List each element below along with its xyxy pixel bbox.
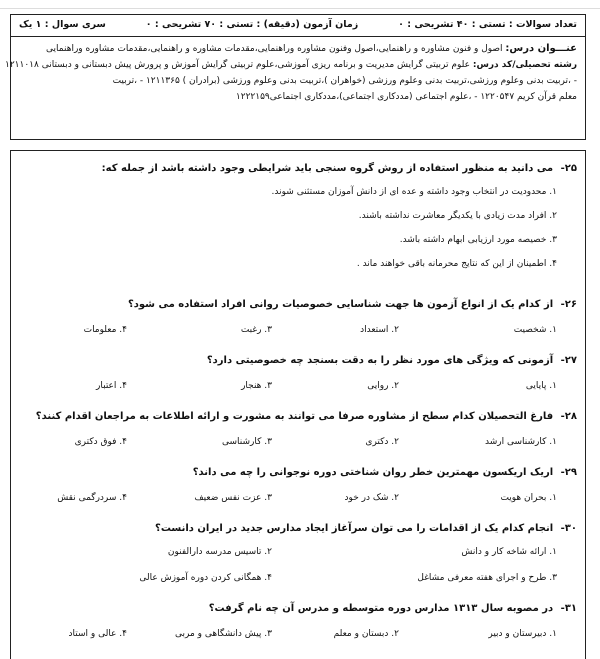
option-1: ۱. شخصیت: [513, 325, 557, 335]
option-4: ۴. اطمینان از این که نتایج محرمانه باقی خواهند ماند .: [356, 259, 557, 269]
option-4: ۴. فوق دکتری: [74, 437, 127, 447]
field-line-3: معلم قرآن کریم ۱۲۲۰۵۴۷ - ،علوم اجتماعی (مددکاری اجتماعی)،مددکاری اجتماعی۱۲۲۲۱۵۹: [235, 92, 577, 102]
option-1: ۱. محدودیت در انتخاب وجود داشته و عده ای از دانش آموزان مستثنی شوند.: [271, 187, 557, 197]
question-title: [19, 299, 577, 310]
option-1: ۱. پایایی: [525, 381, 557, 391]
option-3: ۳. خصیصه مورد ارزیابی ابهام داشته باشد.: [399, 235, 557, 245]
field-label: رشته تحصیلی/کد درس:: [472, 60, 577, 70]
option-2: ۲. افراد مدت زیادی با یکدیگر معاشرت نداشته باشند.: [358, 211, 557, 221]
question-count: تعداد سوالات : تستی : ۴۰ تشریحی : ۰: [398, 19, 577, 30]
option-1: ۱. کارشناسی ارشد: [485, 437, 557, 447]
question-number: ۲۶-: [560, 299, 577, 310]
question-26: [19, 299, 577, 335]
option-1: ۱. بحران هویت: [500, 493, 557, 503]
question-number: ۳۰-: [560, 523, 577, 534]
question-number: ۲۵-: [560, 163, 577, 174]
exam-time: زمان آزمون (دقیقه) : تستی : ۷۰ تشریحی : ۰: [145, 19, 359, 30]
option-3: ۳. هنجار: [241, 381, 272, 391]
option-4: ۴. سردرگمی نقش: [57, 493, 127, 503]
course-label: عنـــوان درس:: [505, 43, 577, 54]
question-28: [19, 411, 577, 447]
option-3: ۳. طرح و اجرای هفته معرفی مشاغل: [417, 573, 557, 583]
option-4: ۴. اعتبار: [96, 381, 127, 391]
option-4: ۴. همگانی کردن دوره آموزش عالی: [139, 573, 272, 583]
questions-area: [10, 150, 586, 659]
course-line: [19, 41, 577, 57]
question-29: [19, 467, 577, 503]
question-27: [19, 355, 577, 391]
field-line-2: - ،تربیت بدنی وعلوم ورزشی،تربیت بدنی وعلوم ورزشی (خواهران )،تربیت بدنی وعلوم ورزشی (برادران ) ۱۲۱۱۳۶۵ - ،تربیت: [112, 76, 577, 86]
question-text: فارغ التحصیلان کدام سطح از مشاوره صرفا می توانند به مشورت و ارائه اطلاعات به مراجعان اقدام کنند؟: [35, 411, 554, 422]
question-number: ۳۱-: [560, 603, 577, 614]
question-number: ۲۸-: [560, 411, 577, 422]
question-number: ۲۹-: [560, 467, 577, 478]
option-2: ۲. تاسیس مدرسه دارالفنون: [167, 547, 272, 557]
question-31: [19, 603, 577, 639]
series-number: سری سوال : ۱ یک: [19, 19, 106, 30]
option-2: ۲. استعداد: [360, 325, 399, 335]
question-30: [19, 523, 577, 583]
field-value: علوم تربیتی گرایش مدیریت و برنامه ریزی آموزشی،علوم تربیتی گرایش آموزش و پرورش پیش دبستانی و دبستانی ۱۲۱۱۰۱۸: [5, 60, 470, 70]
question-text: انجام کدام یک از اقدامات را می توان سرآغاز ایجاد مدارس جدید در ایران دانست؟: [155, 523, 554, 534]
option-4: ۴. معلومات: [83, 325, 127, 335]
option-2: ۲. دکتری: [365, 437, 399, 447]
option-1: ۱. دبیرستان و دبیر: [488, 629, 557, 639]
option-2: ۲. دبستان و معلم: [333, 629, 399, 639]
option-4: ۴. عالی و استاد: [68, 629, 127, 639]
exam-header: [5, 14, 586, 140]
top-edge: [0, 0, 600, 9]
course-value: اصول و فنون مشاوره و راهنمایی،اصول وفنون مشاوره وراهنمایی،مقدمات مشاوره و راهنمایی،مقدمات مشاوره وراهنمایی: [46, 44, 503, 54]
question-title: [19, 467, 577, 478]
field-line: [5, 57, 577, 73]
question-number: ۲۷-: [560, 355, 577, 366]
option-3: ۳. کارشناسی: [222, 437, 272, 447]
question-title: [19, 355, 577, 366]
option-1: ۱. ارائه شاخه کار و دانش: [461, 547, 557, 557]
option-3: ۳. پیش دانشگاهی و مربی: [175, 629, 272, 639]
option-2: ۲. شک در خود: [344, 493, 399, 503]
question-title: [19, 411, 577, 422]
question-title: [19, 163, 577, 174]
question-text: از کدام یک از انواع آزمون ها جهت شناسایی خصوصیات روانی افراد استفاده می شود؟: [127, 299, 554, 310]
option-3: ۳. عزت نفس ضعیف: [194, 493, 272, 503]
header-info-row: [19, 19, 577, 33]
question-25: [19, 163, 577, 269]
option-3: ۳. رغبت: [240, 325, 272, 335]
option-2: ۲. روایی: [367, 381, 399, 391]
question-title: [19, 603, 577, 614]
question-text: آزمونی که ویژگی های مورد نظر را به دقت بسنجد چه خصوصیتی دارد؟: [206, 355, 554, 366]
header-divider: [11, 36, 585, 37]
question-text: می دانید به منظور استفاده از روش گروه سنجی باید شرایطی وجود داشته باشد از جمله که:: [101, 163, 554, 174]
question-text: در مصوبه سال ۱۳۱۳ مدارس دوره متوسطه و مدرس آن چه نام گرفت؟: [208, 603, 554, 614]
question-text: اریک اریکسون مهمترین خطر روان شناختی دوره نوجوانی را چه می داند؟: [192, 467, 554, 478]
question-title: [19, 523, 577, 534]
